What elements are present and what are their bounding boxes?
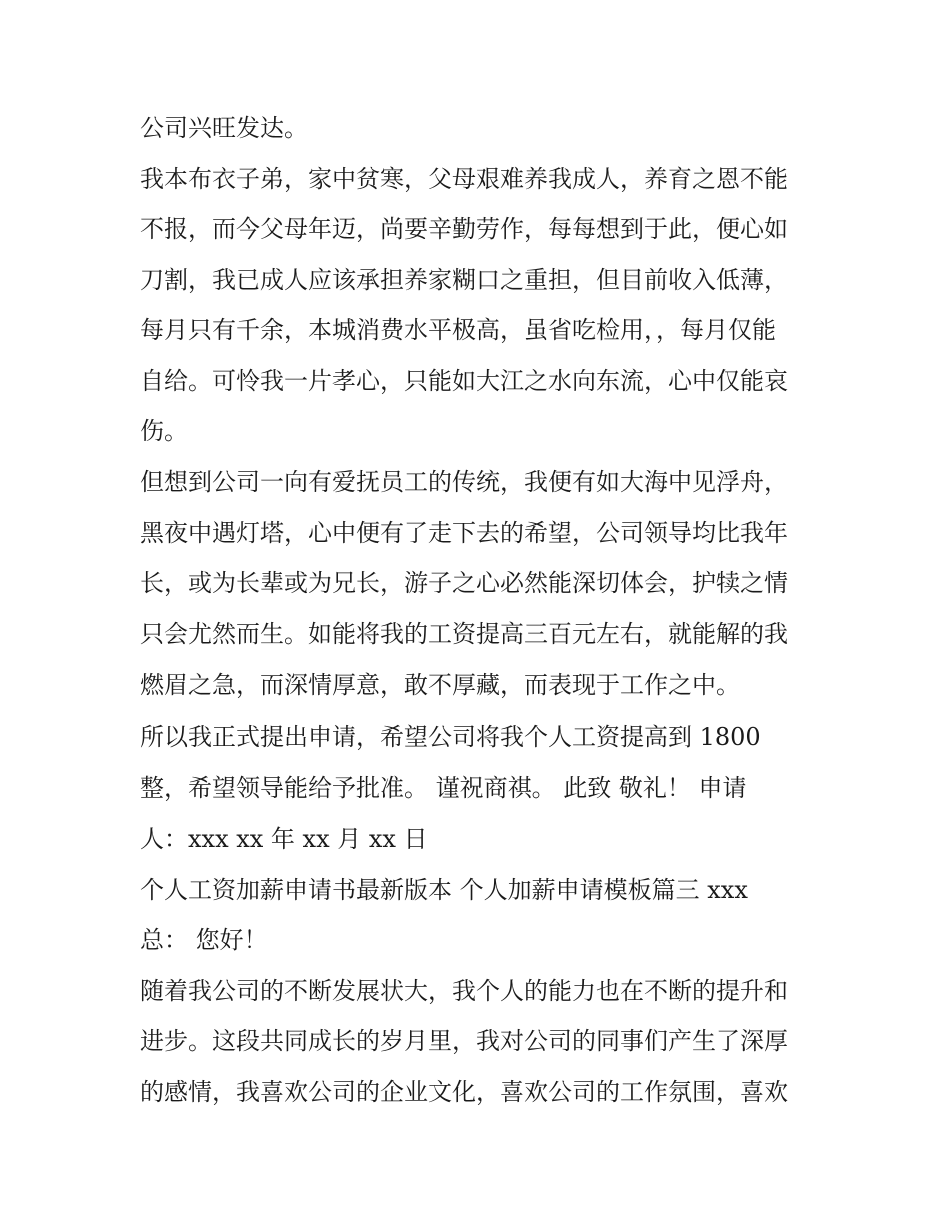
text-line: 但想到公司一向有爱抚员工的传统，我便有如大海中见浮舟，	[140, 468, 788, 496]
text-line: 燃眉之急，而深情厚意，敢不厚藏，而表现于工作之中。	[140, 671, 740, 699]
text-line: 只会尤然而生。如能将我的工资提高三百元左右，就能解的我	[140, 620, 788, 648]
text-line: 长，或为长辈或为兄长，游子之心必然能深切体会，护犊之情	[140, 569, 788, 597]
text-line: 不报，而今父母年迈，尚要辛勤劳作，每每想到于此，便心如	[140, 215, 788, 243]
text-line: 刀割，我已成人应该承担养家糊口之重担，但目前收入低薄，	[140, 266, 788, 294]
text-line: 总： 您好！	[140, 926, 268, 954]
text-line: 随着我公司的不断发展状大，我个人的能力也在不断的提升和	[140, 977, 788, 1005]
text-line: 每月只有千余，本城消费水平极高，虽省吃检用，，每月仅能	[140, 316, 776, 344]
text-line: 进步。这段共同成长的岁月里，我对公司的同事们产生了深厚	[140, 1027, 788, 1055]
text-line: 人：xxx xx 年 xx 月 xx 日	[140, 825, 428, 853]
text-line: 伤。	[140, 417, 188, 445]
text-line: 公司兴旺发达。	[140, 114, 308, 142]
text-line: 整，希望领导能给予批准。 谨祝商祺。 此致 敬礼！ 申请	[140, 774, 747, 802]
text-line: 的感情，我喜欢公司的企业文化，喜欢公司的工作氛围，喜欢	[140, 1078, 788, 1106]
text-line: 黑夜中遇灯塔，心中便有了走下去的希望，公司领导均比我年	[140, 519, 788, 547]
text-line: 我本布衣子弟，家中贫寒，父母艰难养我成人，养育之恩不能	[140, 165, 788, 193]
text-line: 所以我正式提出申请，希望公司将我个人工资提高到 1800	[140, 723, 761, 751]
text-line: 自给。可怜我一片孝心，只能如大江之水向东流，心中仅能哀	[140, 367, 788, 395]
text-line: 个人工资加薪申请书最新版本 个人加薪申请模板篇三 xxx	[140, 876, 748, 904]
